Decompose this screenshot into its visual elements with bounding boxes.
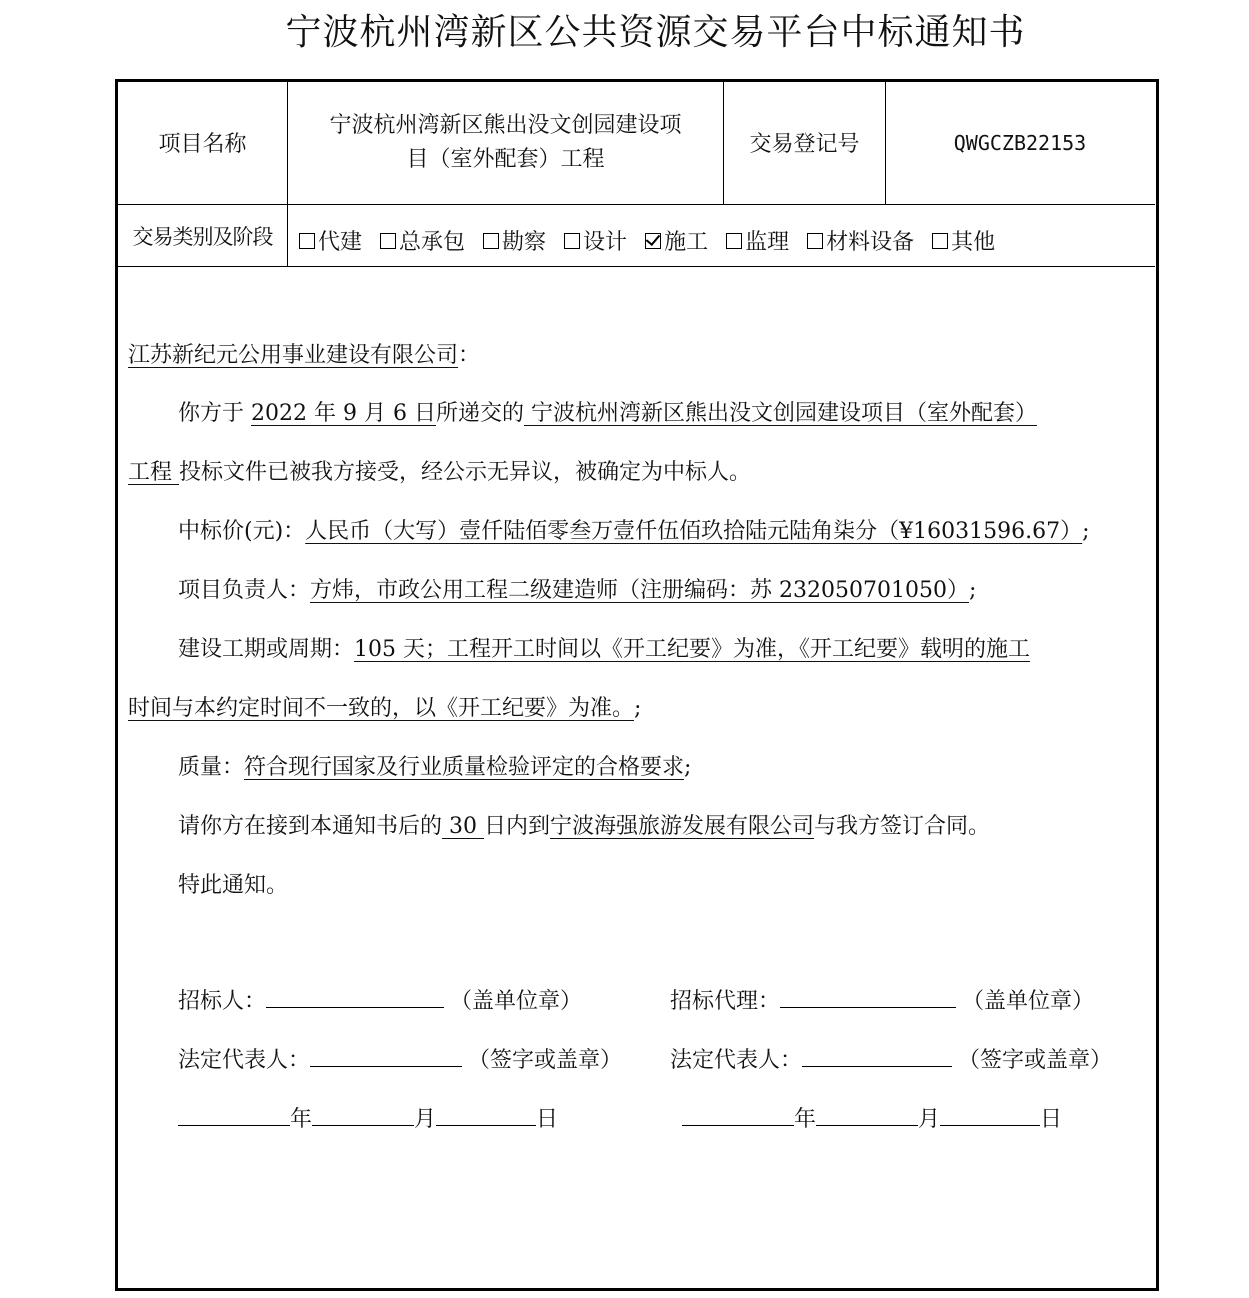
- construction-period-line-2: [128, 691, 641, 722]
- agent-legal-rep-label: 法定代表人：: [670, 1048, 803, 1073]
- agent-legal-rep-line: [670, 1043, 1112, 1074]
- project-name-line2: 目（室外配套）工程: [406, 146, 605, 172]
- bid-date: 2022 年 9 月 6 日: [251, 401, 436, 426]
- agent-signature-line: [670, 984, 1094, 1015]
- acceptance-line-1: [178, 396, 1037, 427]
- tenderer-day-blank: [436, 1103, 536, 1126]
- tenderer-blank: [266, 985, 444, 1008]
- closing-line: 特此通知。: [178, 873, 289, 898]
- transaction-type-option: [645, 225, 708, 256]
- transaction-type-option: [807, 225, 914, 256]
- transaction-type-option: [299, 225, 362, 256]
- transaction-type-option: [564, 225, 627, 256]
- construction-period-end: ;: [634, 696, 642, 721]
- checkbox-icon: [380, 233, 396, 249]
- checkbox-icon: [932, 233, 948, 249]
- bid-project-name-a: 宁波杭州湾新区熊出没文创园建设项目（室外配套）: [523, 401, 1037, 426]
- tenderer-sign-note: （签字或盖章）: [468, 1048, 623, 1073]
- transaction-type-option: [932, 225, 995, 256]
- construction-period-value-a: 105 天；工程开工时间以《开工纪要》为准，《开工纪要》载明的施工: [354, 637, 1031, 662]
- bid-project-name-b: 工程: [128, 460, 179, 485]
- contract-days: 30: [442, 814, 484, 839]
- tenderer-seal-note: （盖单位章）: [450, 989, 583, 1014]
- project-name-label: 项目名称: [158, 132, 247, 157]
- checkbox-icon: [564, 233, 580, 249]
- agent-seal-note: （盖单位章）: [962, 989, 1095, 1014]
- transaction-type-label: 材料设备: [826, 230, 915, 255]
- project-manager-line: [178, 573, 976, 604]
- agent-year-label: 年: [794, 1107, 817, 1132]
- checkbox-icon: [726, 233, 742, 249]
- contract-text-b: 日内到: [484, 814, 551, 839]
- acceptance-prefix: 你方于: [178, 401, 251, 426]
- agent-day-label: 日: [1040, 1107, 1063, 1132]
- table-divider: [117, 266, 1155, 267]
- registration-number-value: QWGCZB22153: [953, 130, 1087, 155]
- tenderer-year-blank: [178, 1103, 290, 1126]
- transaction-type-option: [380, 225, 465, 256]
- quality-label: 质量：: [178, 755, 245, 780]
- winning-price-value: 人民币（大写）壹仟陆佰零叁万壹仟伍佰玖拾陆元陆角柒分（¥16031596.67）: [305, 519, 1083, 544]
- quality-line: [178, 750, 691, 781]
- agent-sign-note: （签字或盖章）: [958, 1048, 1113, 1073]
- transaction-type-option: [483, 225, 546, 256]
- construction-period-label: 建设工期或周期：: [178, 637, 355, 662]
- contract-text-a: 请你方在接到本通知书后的: [178, 814, 443, 839]
- transaction-type-option: [726, 225, 789, 256]
- transaction-type-label: 勘察: [502, 230, 547, 255]
- agent-label: 招标代理：: [670, 989, 781, 1014]
- acceptance-line-2: [128, 455, 751, 486]
- tenderer-year-label: 年: [290, 1107, 313, 1132]
- contract-text-c: 与我方签订合同。: [814, 814, 991, 839]
- tenderer-label: 招标人：: [178, 989, 267, 1014]
- project-name-line1: 宁波杭州湾新区熊出没文创园建设项: [329, 112, 682, 138]
- acceptance-suffix: 投标文件已被我方接受，经公示无异议，被确定为中标人。: [179, 460, 752, 485]
- agent-year-blank: [682, 1103, 794, 1126]
- transaction-type-label: 交易类别及阶段: [132, 224, 273, 249]
- tenderer-signature-line: [178, 984, 582, 1015]
- agent-legal-rep-blank: [802, 1044, 952, 1067]
- tenderer-date-line: [178, 1102, 558, 1133]
- winning-price-end: ;: [1082, 519, 1090, 544]
- tenderer-day-label: 日: [536, 1107, 559, 1132]
- recipient-company: 江苏新纪元公用事业建设有限公司: [128, 343, 459, 368]
- project-name-value: [288, 81, 723, 204]
- tenderer-legal-rep-blank: [310, 1044, 462, 1067]
- transaction-type-label: 施工: [664, 230, 709, 255]
- registration-number-label: 交易登记号: [749, 132, 860, 157]
- construction-period-value-b: 时间与本约定时间不一致的，以《开工纪要》为准。: [128, 696, 635, 721]
- transaction-type-label: 监理: [745, 230, 790, 255]
- recipient-line: [128, 338, 480, 369]
- contract-party: 宁波海强旅游发展有限公司: [550, 814, 815, 839]
- agent-month-label: 月: [918, 1107, 941, 1132]
- winning-price-line: [178, 514, 1090, 545]
- agent-blank: [780, 985, 956, 1008]
- quality-value: 符合现行国家及行业质量检验评定的合格要求: [244, 755, 685, 780]
- transaction-type-label: 总承包: [399, 230, 466, 255]
- checked-box-icon: [645, 233, 661, 249]
- project-manager-end: ;: [968, 578, 977, 603]
- agent-month-blank: [816, 1103, 918, 1126]
- tenderer-month-label: 月: [414, 1107, 437, 1132]
- construction-period-line-1: [178, 632, 1030, 663]
- tenderer-legal-rep-label: 法定代表人：: [178, 1048, 311, 1073]
- quality-end: ;: [684, 755, 692, 780]
- checkbox-icon: [299, 233, 315, 249]
- transaction-type-label: 代建: [318, 230, 363, 255]
- checkbox-icon: [483, 233, 499, 249]
- winning-price-label: 中标价(元)：: [178, 519, 306, 544]
- agent-day-blank: [940, 1103, 1040, 1126]
- acceptance-mid: 所递交的: [435, 401, 524, 426]
- transaction-type-label: 其他: [951, 230, 996, 255]
- transaction-type-label: 设计: [583, 230, 628, 255]
- recipient-colon: ：: [458, 343, 481, 368]
- tenderer-legal-rep-line: [178, 1043, 622, 1074]
- project-manager-label: 项目负责人：: [178, 578, 311, 603]
- checkbox-icon: [807, 233, 823, 249]
- document-title: 宁波杭州湾新区公共资源交易平台中标通知书: [285, 12, 1026, 53]
- contract-line: [178, 809, 990, 840]
- project-manager-value: 方炜，市政公用工程二级建造师（注册编码：苏 232050701050）: [310, 578, 969, 603]
- agent-date-line: [682, 1102, 1062, 1133]
- transaction-type-options: [299, 225, 1013, 256]
- tenderer-month-blank: [312, 1103, 414, 1126]
